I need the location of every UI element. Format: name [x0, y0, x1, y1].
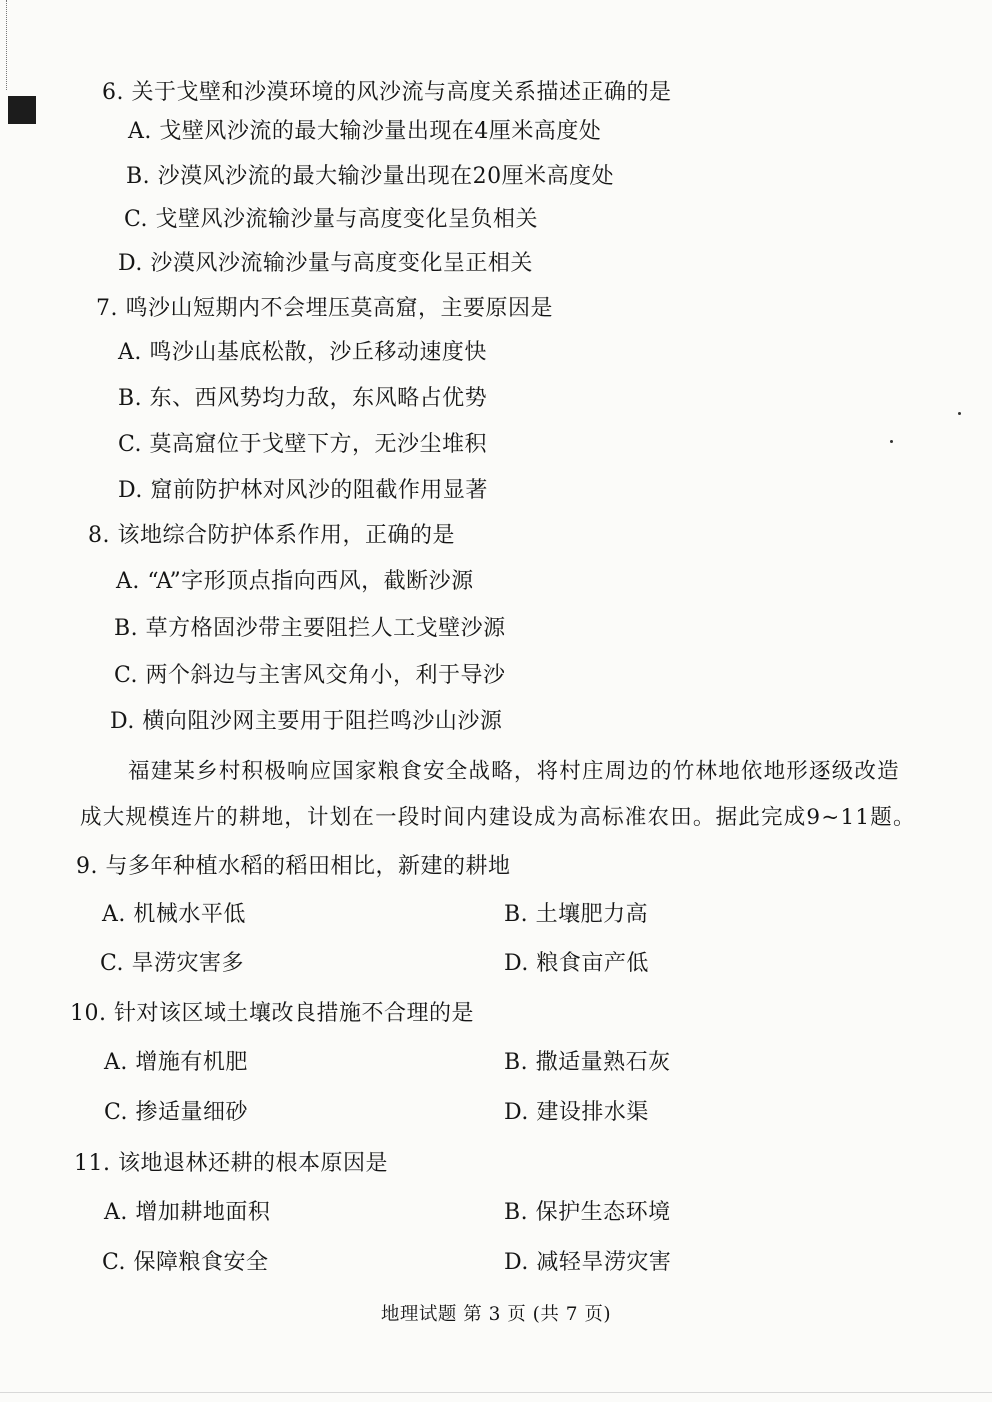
question-9-option-c: C. 旱涝灾害多	[100, 951, 245, 976]
passage-line-1: 福建某乡村积极响应国家粮食安全战略，将村庄周边的竹林地依地形逐级改造	[128, 759, 900, 784]
question-10-option-a: A. 增施有机肥	[104, 1050, 248, 1075]
question-8-option-d: D. 横向阻沙网主要用于阻拦鸣沙山沙源	[110, 709, 503, 734]
question-10-option-d: D. 建设排水渠	[504, 1100, 649, 1125]
question-6-option-b: B. 沙漠风沙流的最大输沙量出现在20厘米高度处	[126, 164, 615, 189]
question-11-option-b: B. 保护生态环境	[504, 1200, 671, 1225]
question-6-option-c: C. 戈壁风沙流输沙量与高度变化呈负相关	[124, 207, 539, 232]
question-8-option-a: A. “A”字形顶点指向西风，截断沙源	[116, 569, 474, 594]
question-11-option-a: A. 增加耕地面积	[104, 1200, 271, 1225]
question-7-option-a: A. 鸣沙山基底松散，沙丘移动速度快	[118, 340, 487, 365]
passage-line-2: 成大规模连片的耕地，计划在一段时间内建设成为高标准农田。据此完成9~11题。	[80, 805, 916, 830]
question-8-option-c: C. 两个斜边与主害风交角小，利于导沙	[114, 663, 506, 688]
question-10-option-b: B. 撒适量熟石灰	[504, 1050, 671, 1075]
registration-mark	[8, 96, 36, 124]
question-11-option-d: D. 减轻旱涝灾害	[504, 1250, 672, 1275]
question-6-stem: 6. 关于戈壁和沙漠环境的风沙流与高度关系描述正确的是	[102, 80, 672, 105]
question-10-option-c: C. 掺适量细砂	[104, 1100, 249, 1125]
page-bottom-edge	[0, 1392, 992, 1393]
question-7-stem: 7. 鸣沙山短期内不会埋压莫高窟，主要原因是	[96, 296, 553, 321]
page-footer: 地理试题 第 3 页 (共 7 页)	[380, 1304, 612, 1325]
question-10-stem: 10. 针对该区域土壤改良措施不合理的是	[70, 1001, 474, 1026]
question-6-option-d: D. 沙漠风沙流输沙量与高度变化呈正相关	[118, 251, 533, 276]
question-8-option-b: B. 草方格固沙带主要阻拦人工戈壁沙源	[114, 616, 506, 641]
question-11-option-c: C. 保障粮食安全	[102, 1250, 269, 1275]
question-11-stem: 11. 该地退林还耕的根本原因是	[74, 1151, 388, 1176]
question-6-option-a: A. 戈壁风沙流的最大输沙量出现在4厘米高度处	[128, 119, 602, 144]
question-7-option-b: B. 东、西风势均力敌，东风略占优势	[118, 386, 488, 411]
scan-edge-mark	[6, 0, 13, 90]
question-8-stem: 8. 该地综合防护体系作用，正确的是	[88, 523, 455, 548]
question-9-option-d: D. 粮食亩产低	[504, 951, 649, 976]
scan-speck	[958, 412, 961, 415]
question-9-option-a: A. 机械水平低	[102, 902, 246, 927]
scan-speck	[890, 440, 893, 443]
question-9-stem: 9. 与多年种植水稻的稻田相比，新建的耕地	[76, 854, 511, 879]
question-7-option-c: C. 莫高窟位于戈壁下方，无沙尘堆积	[118, 432, 488, 457]
question-9-option-b: B. 土壤肥力高	[504, 902, 649, 927]
question-7-option-d: D. 窟前防护林对风沙的阻截作用显著	[118, 478, 488, 503]
